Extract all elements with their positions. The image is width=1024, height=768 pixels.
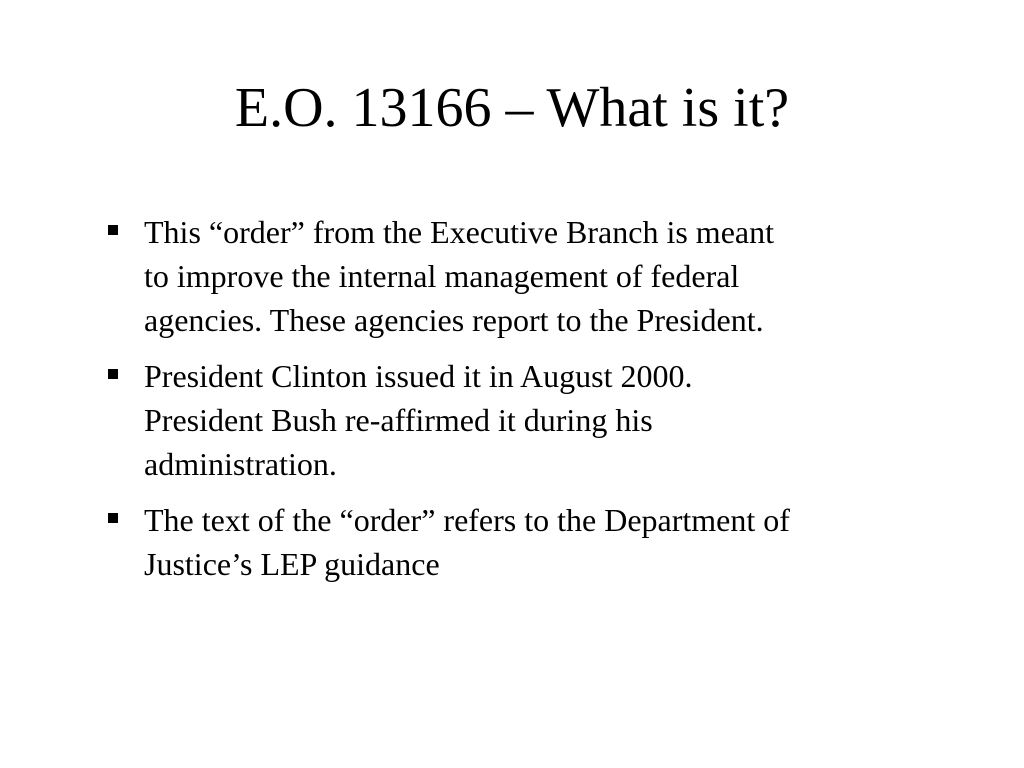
square-bullet-icon — [108, 513, 118, 523]
bullet-text-line: President Clinton issued it in August 2000. — [144, 358, 693, 394]
bullet-text-line: Justice’s LEP guidance — [144, 546, 440, 582]
bullet-text-line: agencies. These agencies report to the President. — [144, 302, 764, 338]
square-bullet-icon — [108, 225, 118, 235]
slide-title: E.O. 13166 – What is it? — [234, 77, 790, 139]
bullet-text-line: This “order” from the Executive Branch is meant — [144, 214, 774, 250]
bullet-item — [108, 498, 968, 586]
bullet-item — [108, 210, 968, 342]
bullet-text-line: to improve the internal management of federal — [144, 258, 740, 294]
bullet-text-line: President Bush re-affirmed it during his — [144, 402, 653, 438]
square-bullet-icon — [108, 369, 118, 379]
bullet-item — [108, 354, 968, 486]
bullet-text-line: The text of the “order” refers to the Department of — [144, 502, 790, 538]
bullet-text-line: administration. — [144, 446, 337, 482]
bullet-list — [108, 210, 968, 598]
